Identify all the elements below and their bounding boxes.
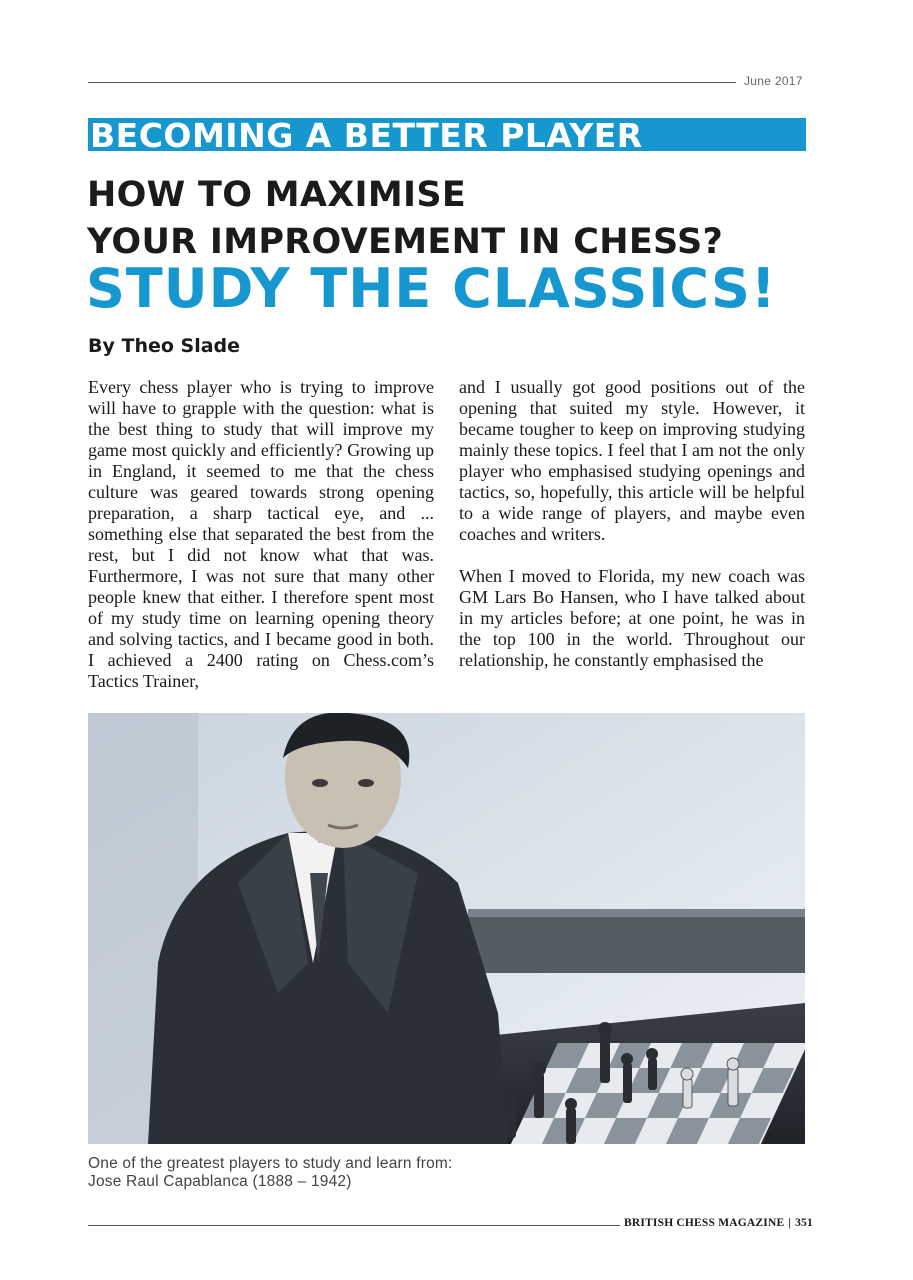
paragraph: Every chess player who is trying to improve will have to grapple with the question: what is the best thing to study that will improve my game most quickly and efficiently? Growing up in England, it seemed to me that the chess culture was geared towards strong opening preparation, a sharp tactical eye, and ... something else that separated the best from the rest, but I did not know what that was. Furthermore, I was not sure that many other people knew that either. I therefore spent most of my study time on learning opening theory and solving tactics, and I became good in both. I achieved a 2400 rating on Chess.com’s Tactics Trainer,	[88, 377, 434, 691]
section-kicker: BECOMING A BETTER PLAYER	[90, 118, 643, 151]
body-column-right	[459, 377, 805, 671]
photo-illustration	[88, 713, 805, 1144]
paragraph: and I usually got good positions out of the opening that suited my style. However, it became tougher to keep on improving studying mainly these topics. I feel that I am not the only player who emphasised studying openings and tactics, so, hopefully, this article will be helpful to a wide range of players, and maybe even coaches and writers.	[459, 377, 805, 544]
page-footer	[624, 1217, 813, 1229]
issue-date: June 2017	[744, 74, 803, 88]
body-column-left	[88, 377, 434, 692]
footer-separator: |	[788, 1217, 792, 1229]
headline-line-2: YOUR IMPROVEMENT IN CHESS?	[87, 222, 724, 262]
headline-accent: STUDY THE CLASSICS!	[86, 257, 777, 320]
magazine-name: BRITISH CHESS MAGAZINE	[624, 1217, 785, 1229]
article-headline	[87, 172, 723, 266]
section-kicker-bar	[88, 118, 806, 151]
footer-rule	[88, 1225, 620, 1226]
photo-caption: One of the greatest players to study and learn from: Jose Raul Capablanca (1888 – 1942)	[88, 1155, 453, 1190]
headline-line-1: HOW TO MAXIMISE	[87, 175, 467, 215]
byline: By Theo Slade	[88, 335, 241, 357]
paragraph: When I moved to Florida, my new coach was GM Lars Bo Hansen, who I have talked about in my articles before; at one point, he was in the top 100 in the world. Throughout our relationship, he constantly emphasised the	[459, 566, 805, 670]
capablanca-photo	[88, 713, 805, 1144]
page-number: 351	[795, 1217, 813, 1229]
header-rule	[88, 82, 736, 83]
